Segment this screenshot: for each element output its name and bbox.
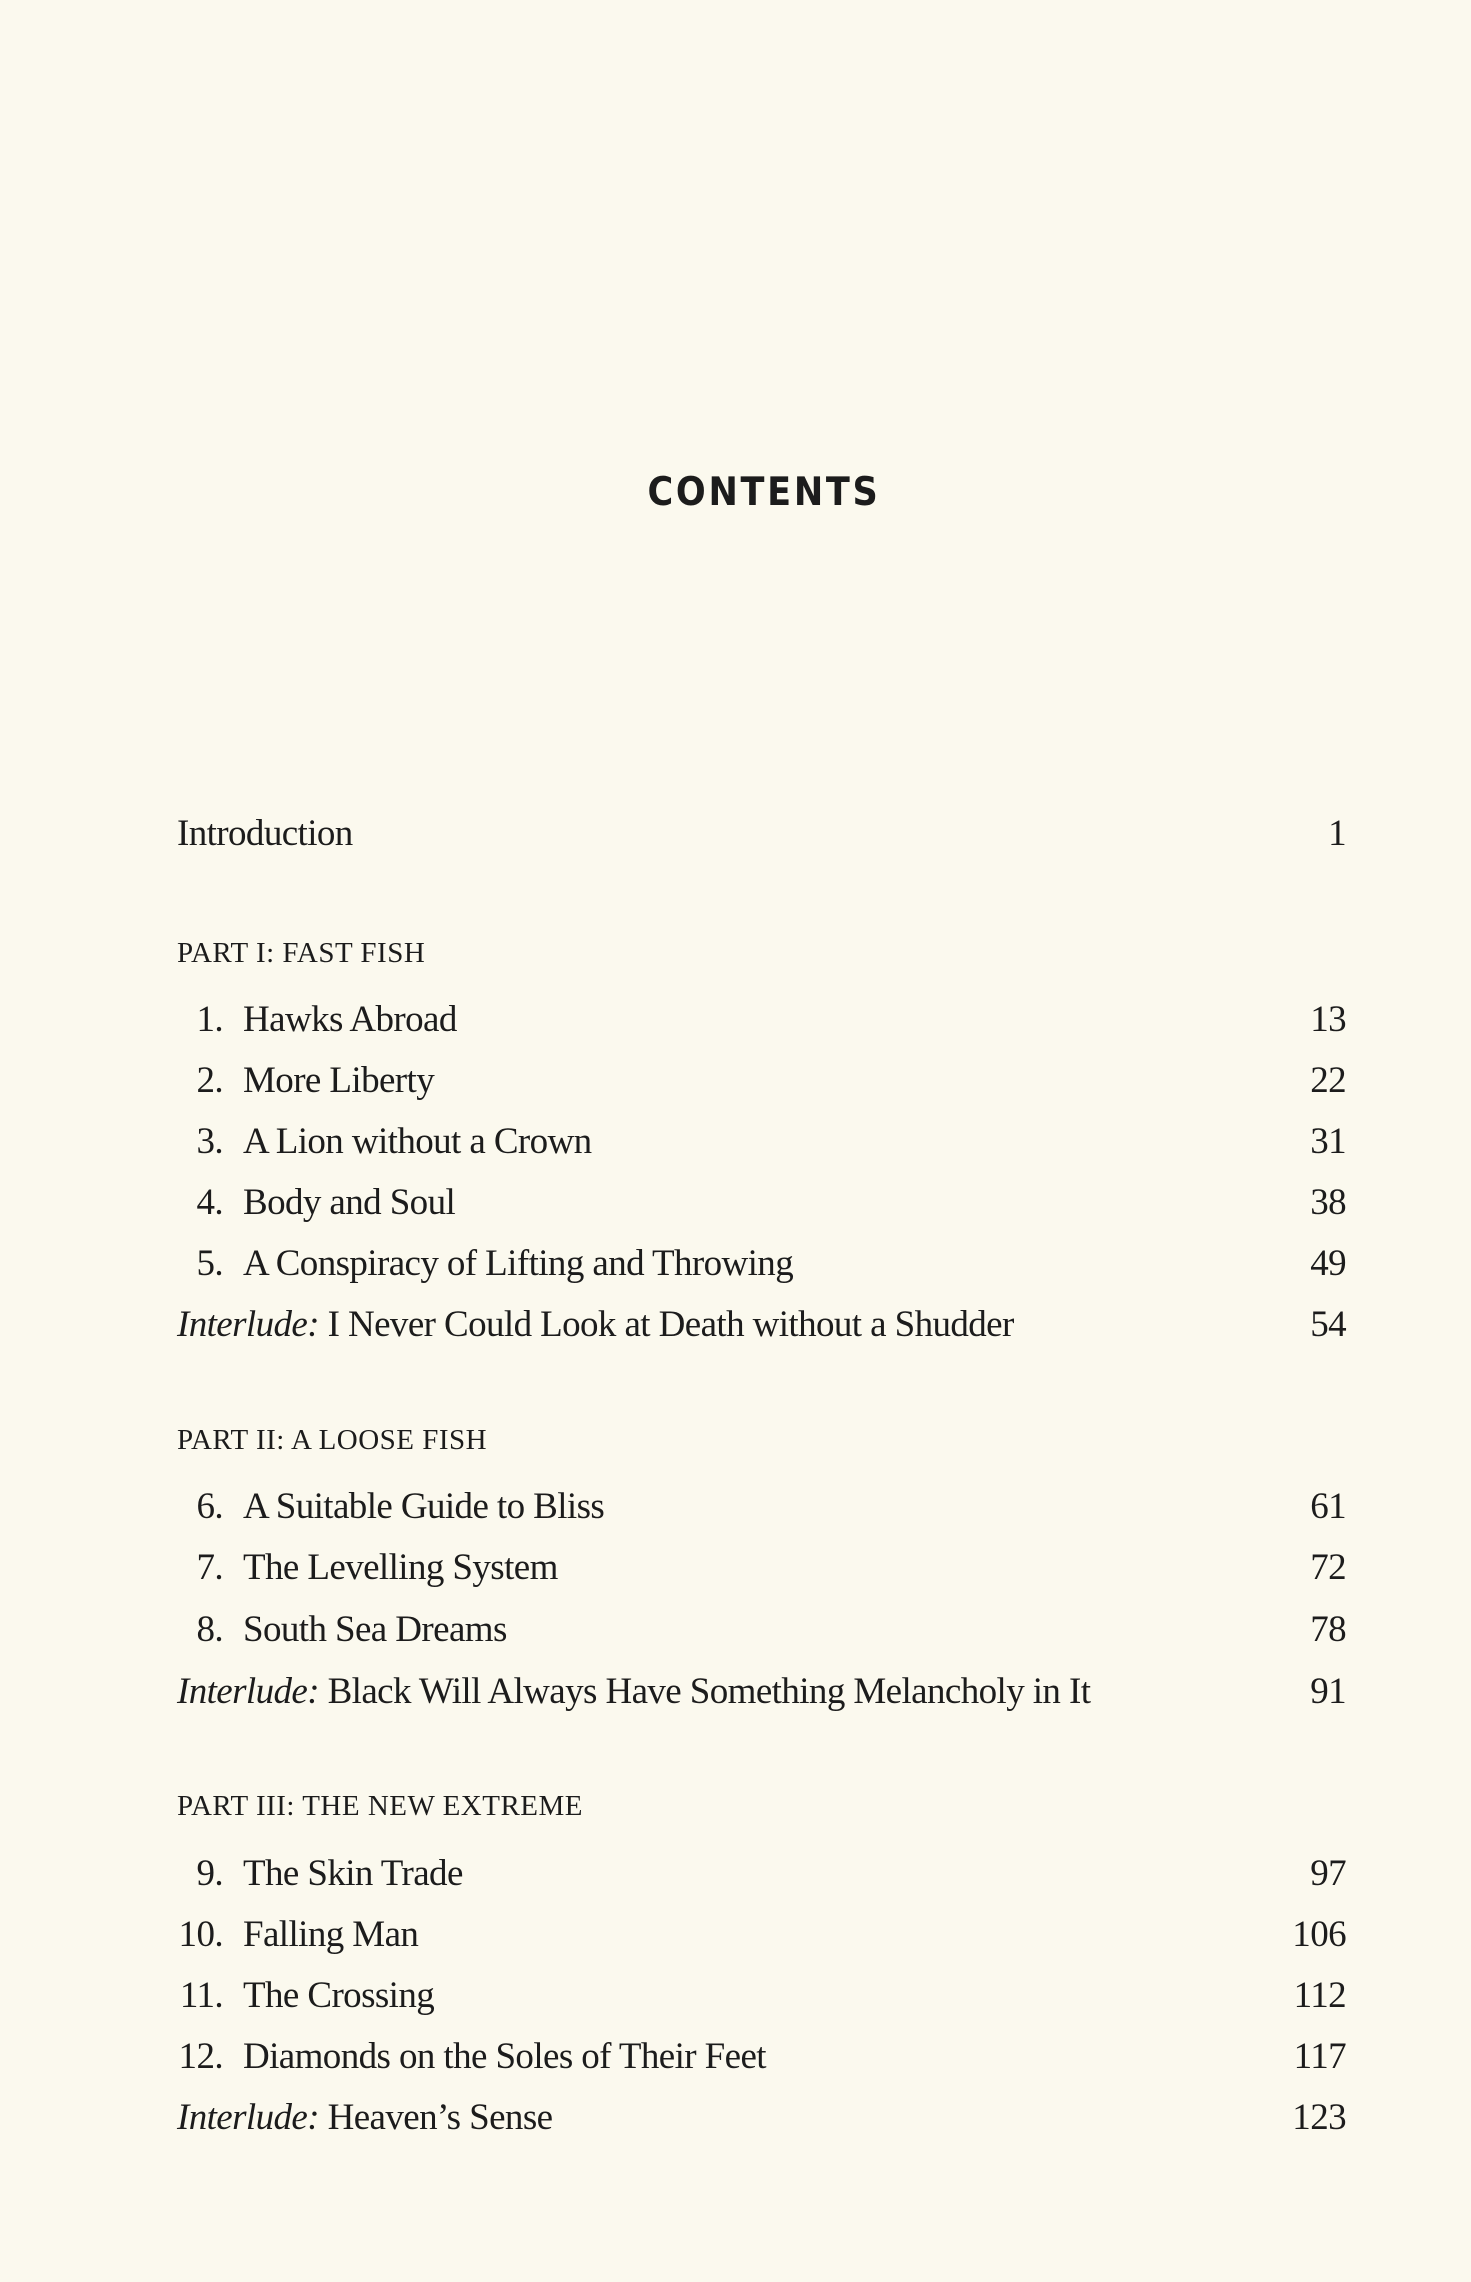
toc-entry[interactable] <box>177 1181 1346 1225</box>
entry-page: 61 <box>1310 1486 1346 1527</box>
entry-number: 3. <box>196 1121 223 1162</box>
toc-entry[interactable] <box>177 2035 1346 2079</box>
entry-title: The Levelling System <box>243 1547 558 1588</box>
interlude-prefix: Interlude: <box>177 1304 319 1345</box>
entry-page: 78 <box>1310 1609 1346 1650</box>
entry-page: 117 <box>1293 2036 1346 2077</box>
entry-title: Black Will Always Have Something Melancholy in It <box>318 1671 1091 1712</box>
entry-number: 10. <box>178 1914 223 1955</box>
entry-page: 31 <box>1310 1121 1346 1162</box>
entry-page: 22 <box>1310 1060 1346 1101</box>
entry-number: 2. <box>196 1060 223 1101</box>
entry-title: A Suitable Guide to Bliss <box>243 1486 605 1527</box>
entry-page: 112 <box>1293 1975 1346 2016</box>
toc-entry-interlude[interactable] <box>177 1670 1346 1714</box>
toc-entry-interlude[interactable] <box>177 1303 1346 1347</box>
toc-entry[interactable] <box>177 1120 1346 1164</box>
interlude-prefix: Interlude: <box>177 2097 319 2138</box>
entry-page: 54 <box>1310 1304 1346 1345</box>
entry-page: 13 <box>1310 999 1346 1040</box>
entry-title: The Skin Trade <box>243 1853 463 1894</box>
entry-page: 72 <box>1310 1547 1346 1588</box>
entry-number: 7. <box>196 1547 223 1588</box>
entry-title: Heaven’s Sense <box>318 2097 553 2138</box>
entry-number: 8. <box>196 1609 223 1650</box>
entry-page: 38 <box>1310 1182 1346 1223</box>
entry-number: 9. <box>196 1853 223 1894</box>
entry-title: The Crossing <box>243 1975 435 2016</box>
toc-entry-introduction[interactable] <box>177 812 1346 856</box>
entry-page: 123 <box>1292 2097 1346 2138</box>
entry-number: 5. <box>196 1243 223 1284</box>
toc-entry[interactable] <box>177 1059 1346 1103</box>
entry-number: 11. <box>179 1975 223 2016</box>
entry-title: Body and Soul <box>243 1182 456 1223</box>
interlude-prefix: Interlude: <box>177 1671 319 1712</box>
toc-entry-interlude[interactable] <box>177 2096 1346 2140</box>
entry-page: 91 <box>1310 1671 1346 1712</box>
entry-title: Diamonds on the Soles of Their Feet <box>243 2036 766 2077</box>
toc-entry[interactable] <box>177 998 1346 1042</box>
page-title: CONTENTS <box>647 470 881 515</box>
part-heading: PART I: FAST FISH <box>177 937 426 969</box>
entry-title: South Sea Dreams <box>243 1609 507 1650</box>
toc-entry[interactable] <box>177 1485 1346 1529</box>
entry-title: More Liberty <box>243 1060 435 1101</box>
toc-entry[interactable] <box>177 1852 1346 1896</box>
entry-title: Falling Man <box>243 1914 419 1955</box>
entry-title: Introduction <box>177 813 353 854</box>
entry-title: Hawks Abroad <box>243 999 457 1040</box>
entry-number: 4. <box>196 1182 223 1223</box>
entry-page: 106 <box>1292 1914 1346 1955</box>
part-heading: PART III: THE NEW EXTREME <box>177 1790 584 1822</box>
entry-title: A Lion without a Crown <box>243 1121 592 1162</box>
toc-entry[interactable] <box>177 1913 1346 1957</box>
entry-number: 6. <box>196 1486 223 1527</box>
part-heading: PART II: A LOOSE FISH <box>177 1424 488 1456</box>
entry-page: 1 <box>1328 813 1346 854</box>
toc-entry[interactable] <box>177 1974 1346 2018</box>
entry-title: I Never Could Look at Death without a Shudder <box>318 1304 1014 1345</box>
entry-page: 49 <box>1310 1243 1346 1284</box>
entry-page: 97 <box>1310 1853 1346 1894</box>
entry-number: 12. <box>178 2036 223 2077</box>
entry-number: 1. <box>196 999 223 1040</box>
toc-entry[interactable] <box>177 1608 1346 1652</box>
toc-entry[interactable] <box>177 1546 1346 1590</box>
toc-entry[interactable] <box>177 1242 1346 1286</box>
entry-title: A Conspiracy of Lifting and Throwing <box>243 1243 794 1284</box>
